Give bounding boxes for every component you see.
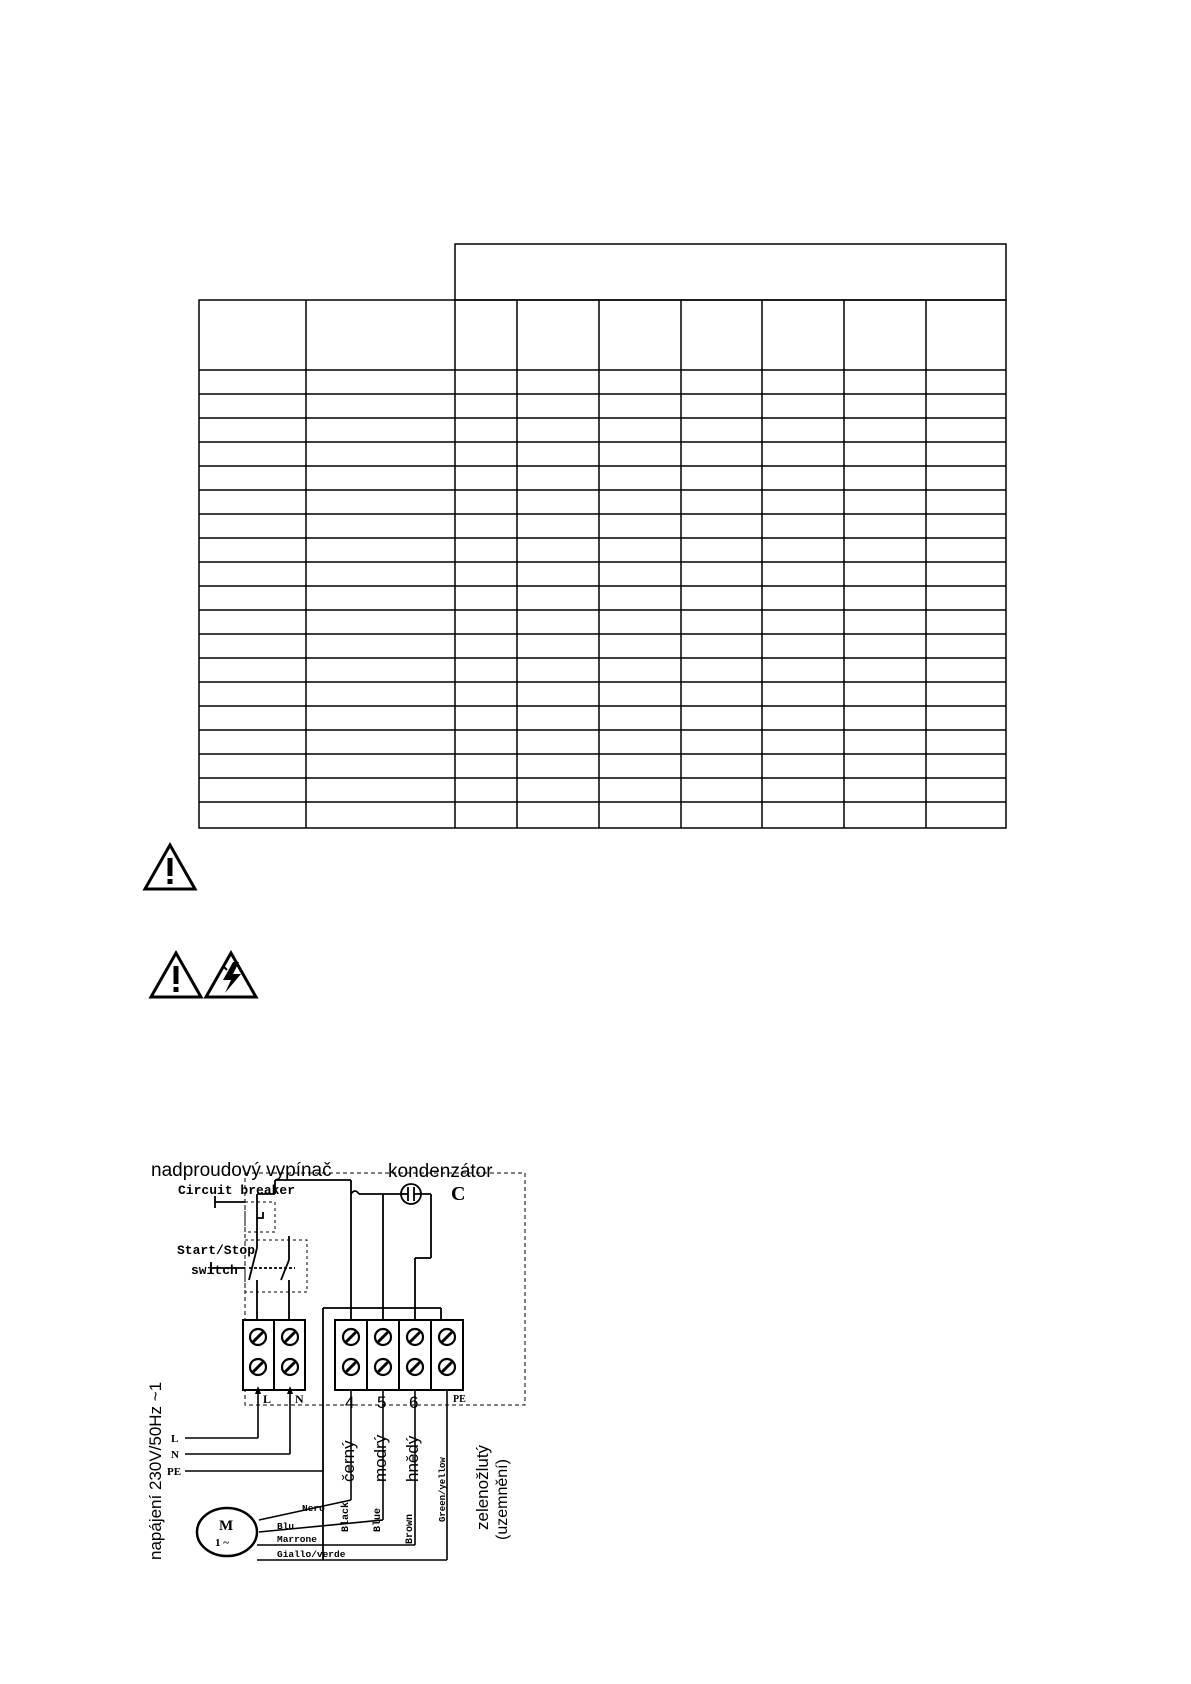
wire-black-it: Nero xyxy=(302,1503,325,1514)
terminal-N-label: N xyxy=(295,1392,304,1406)
wiring-diagram xyxy=(145,1160,535,1570)
switch-label: switch xyxy=(191,1263,238,1278)
wire-ground-en: Green/yellow xyxy=(438,1457,448,1522)
line-N-label: N xyxy=(171,1449,179,1461)
terminal-PE-label: PE xyxy=(453,1394,466,1405)
motor-phase: 1 ~ xyxy=(215,1537,229,1549)
line-PE-label: PE xyxy=(167,1466,182,1478)
table-group-header-cell xyxy=(455,244,1006,300)
wire-ground-it: Giallo/verde xyxy=(277,1549,346,1560)
capacitor-label: kondenzátor xyxy=(388,1161,493,1182)
line-L-label: L xyxy=(171,1433,179,1445)
warning-triangle-icon xyxy=(142,842,198,892)
terminal-L-label: L xyxy=(263,1392,272,1406)
wire-brown-cz: hnědý xyxy=(403,1435,422,1482)
terminal-5-label: 5 xyxy=(377,1393,387,1412)
terminal-4-label: 4 xyxy=(345,1393,355,1412)
wire-black-en: Black xyxy=(341,1501,352,1532)
breaker-box xyxy=(245,1202,275,1232)
wire-ground-cz: zelenožlutý xyxy=(473,1444,492,1530)
terminal-6-label: 6 xyxy=(409,1393,419,1412)
electric-shock-icon xyxy=(203,950,259,1000)
start-stop-label: Start/Stop xyxy=(177,1243,256,1258)
wire-blue-cz: modrý xyxy=(371,1434,390,1482)
wire-blue-en: Blue xyxy=(373,1507,384,1532)
wire-black-cz: černý xyxy=(339,1440,358,1482)
circuit-breaker-label: Circuit breaker xyxy=(178,1183,296,1198)
table-body xyxy=(199,300,1006,828)
overcurrent-switch-label: nadproudový vypínač xyxy=(151,1160,332,1181)
motor-symbol: M xyxy=(219,1518,234,1534)
warning-triangle-icon xyxy=(148,950,204,1000)
capacitor-symbol: C xyxy=(451,1183,466,1205)
wire-brown-it: Marrone xyxy=(277,1534,317,1545)
wire-blue-it: Blu xyxy=(277,1521,295,1532)
wire-ground-note: (uzemnění) xyxy=(494,1459,511,1540)
supply-voltage-label: napájení 230V/50Hz ~1 xyxy=(146,1381,165,1560)
wire-brown-en: Brown xyxy=(405,1513,416,1544)
